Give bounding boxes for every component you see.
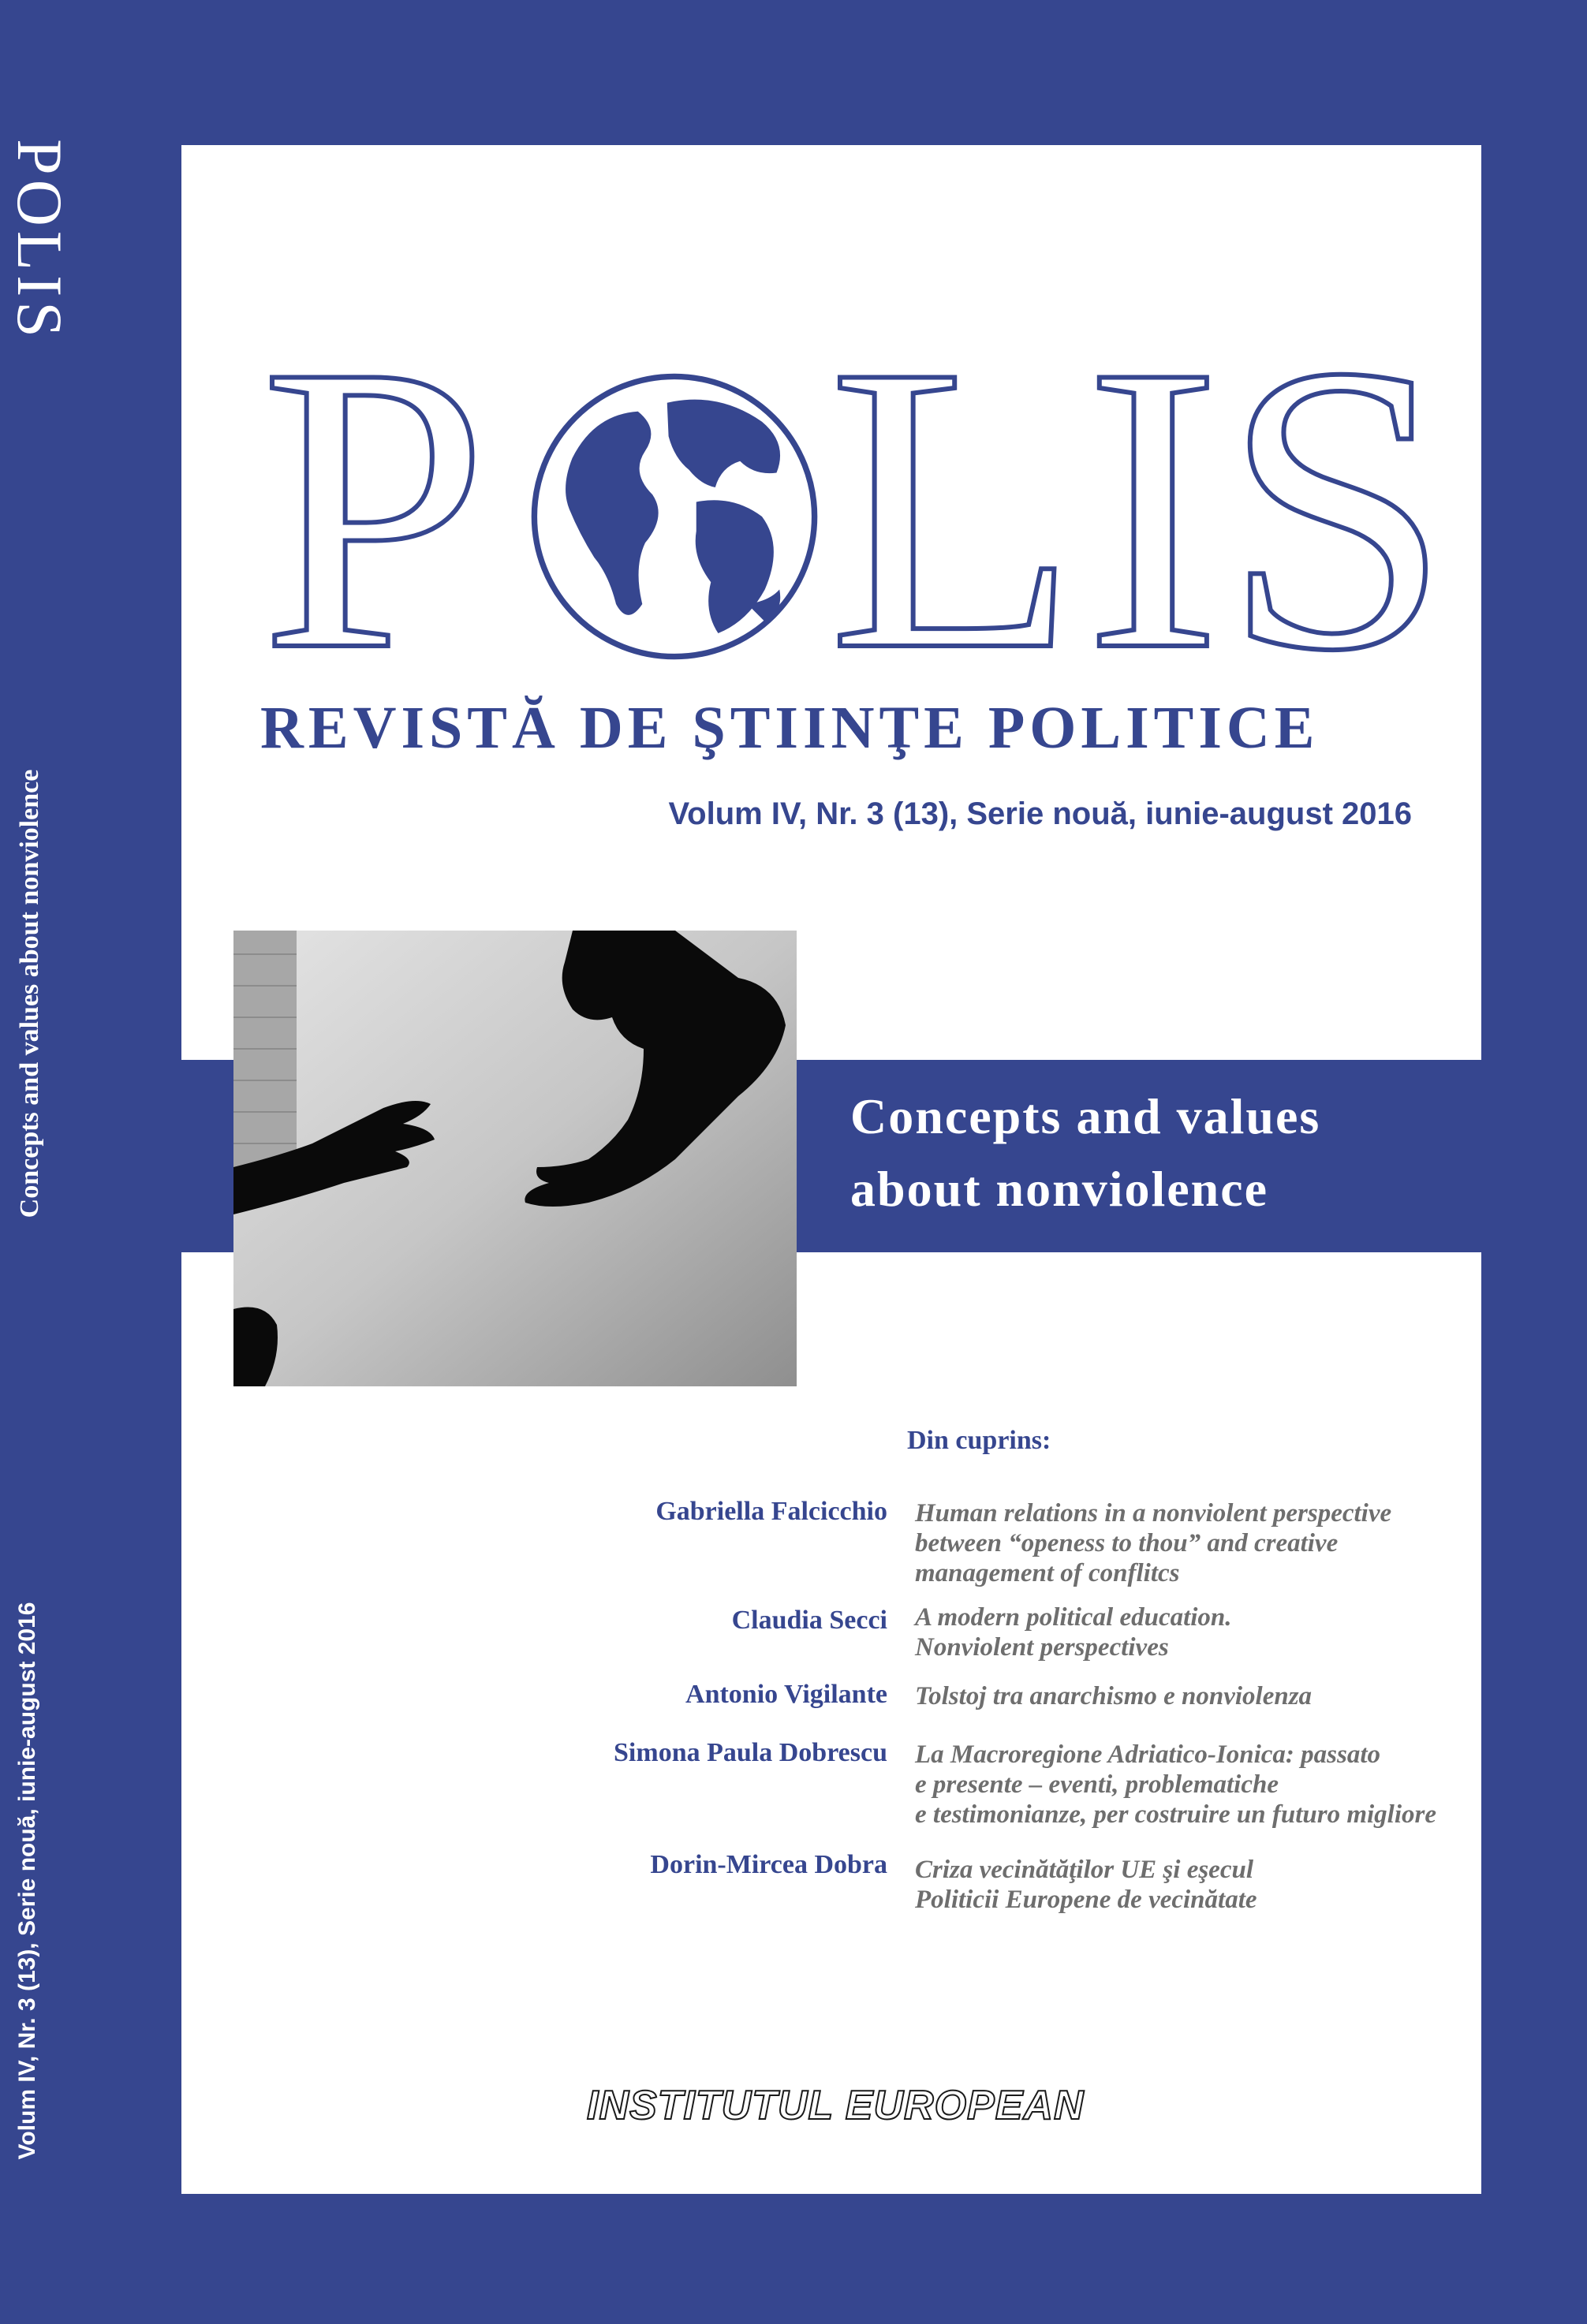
entry-title: A modern political education. Nonviolent perspectives bbox=[915, 1603, 1232, 1662]
spine-volume: Volum IV, Nr. 3 (13), Serie nouă, iunie-august 2016 bbox=[14, 1602, 40, 2160]
cover-bottom-panel bbox=[181, 1252, 1481, 2194]
entry-title: Human relations in a nonviolent perspective between “openess to thou” and creative management of conflitcs bbox=[915, 1499, 1392, 1587]
globe-icon bbox=[528, 371, 820, 662]
spine-title: Concepts and values about nonviolence bbox=[15, 769, 44, 1218]
contents-heading: Din cuprins: bbox=[907, 1426, 1051, 1455]
journal-subtitle: REVISTĂ DE ŞTIINŢE POLITICE bbox=[260, 695, 1320, 761]
issue-info: Volum IV, Nr. 3 (13), Serie nouă, iunie-august 2016 bbox=[668, 796, 1412, 831]
cover-photo bbox=[233, 931, 797, 1386]
logo-letter-l: L bbox=[828, 282, 1079, 735]
entry-author: Claudia Secci bbox=[731, 1606, 887, 1635]
logo-letter-i: I bbox=[1085, 282, 1222, 735]
logo-letter-p: P bbox=[260, 282, 489, 735]
entry-author: Gabriella Falcicchio bbox=[655, 1497, 887, 1526]
issue-theme bbox=[850, 1080, 1320, 1225]
entry-title: Tolstoj tra anarchismo e nonviolenza bbox=[915, 1682, 1313, 1710]
logo-letter-s: S bbox=[1223, 282, 1451, 735]
entry-author: Simona Paula Dobrescu bbox=[614, 1738, 887, 1767]
entry-title: La Macroregione Adriatico-Ionica: passato e presente – eventi, problematiche e testimonianze, per costruire un futuro migliore bbox=[915, 1740, 1436, 1829]
entry-title: Criza vecinătăţilor UE şi eşecul Politicii Europene de vecinătate bbox=[915, 1856, 1257, 1914]
spine-logo: POLIS bbox=[4, 139, 77, 342]
entry-author: Dorin-Mircea Dobra bbox=[650, 1850, 887, 1879]
theme-line-2: about nonviolence bbox=[850, 1161, 1269, 1217]
publisher-logo: INSTITUTUL EUROPEAN bbox=[587, 2083, 1085, 2128]
theme-line-1: Concepts and values bbox=[850, 1088, 1321, 1144]
silhouette-hands-image bbox=[233, 931, 797, 1386]
entry-author: Antonio Vigilante bbox=[685, 1680, 887, 1709]
